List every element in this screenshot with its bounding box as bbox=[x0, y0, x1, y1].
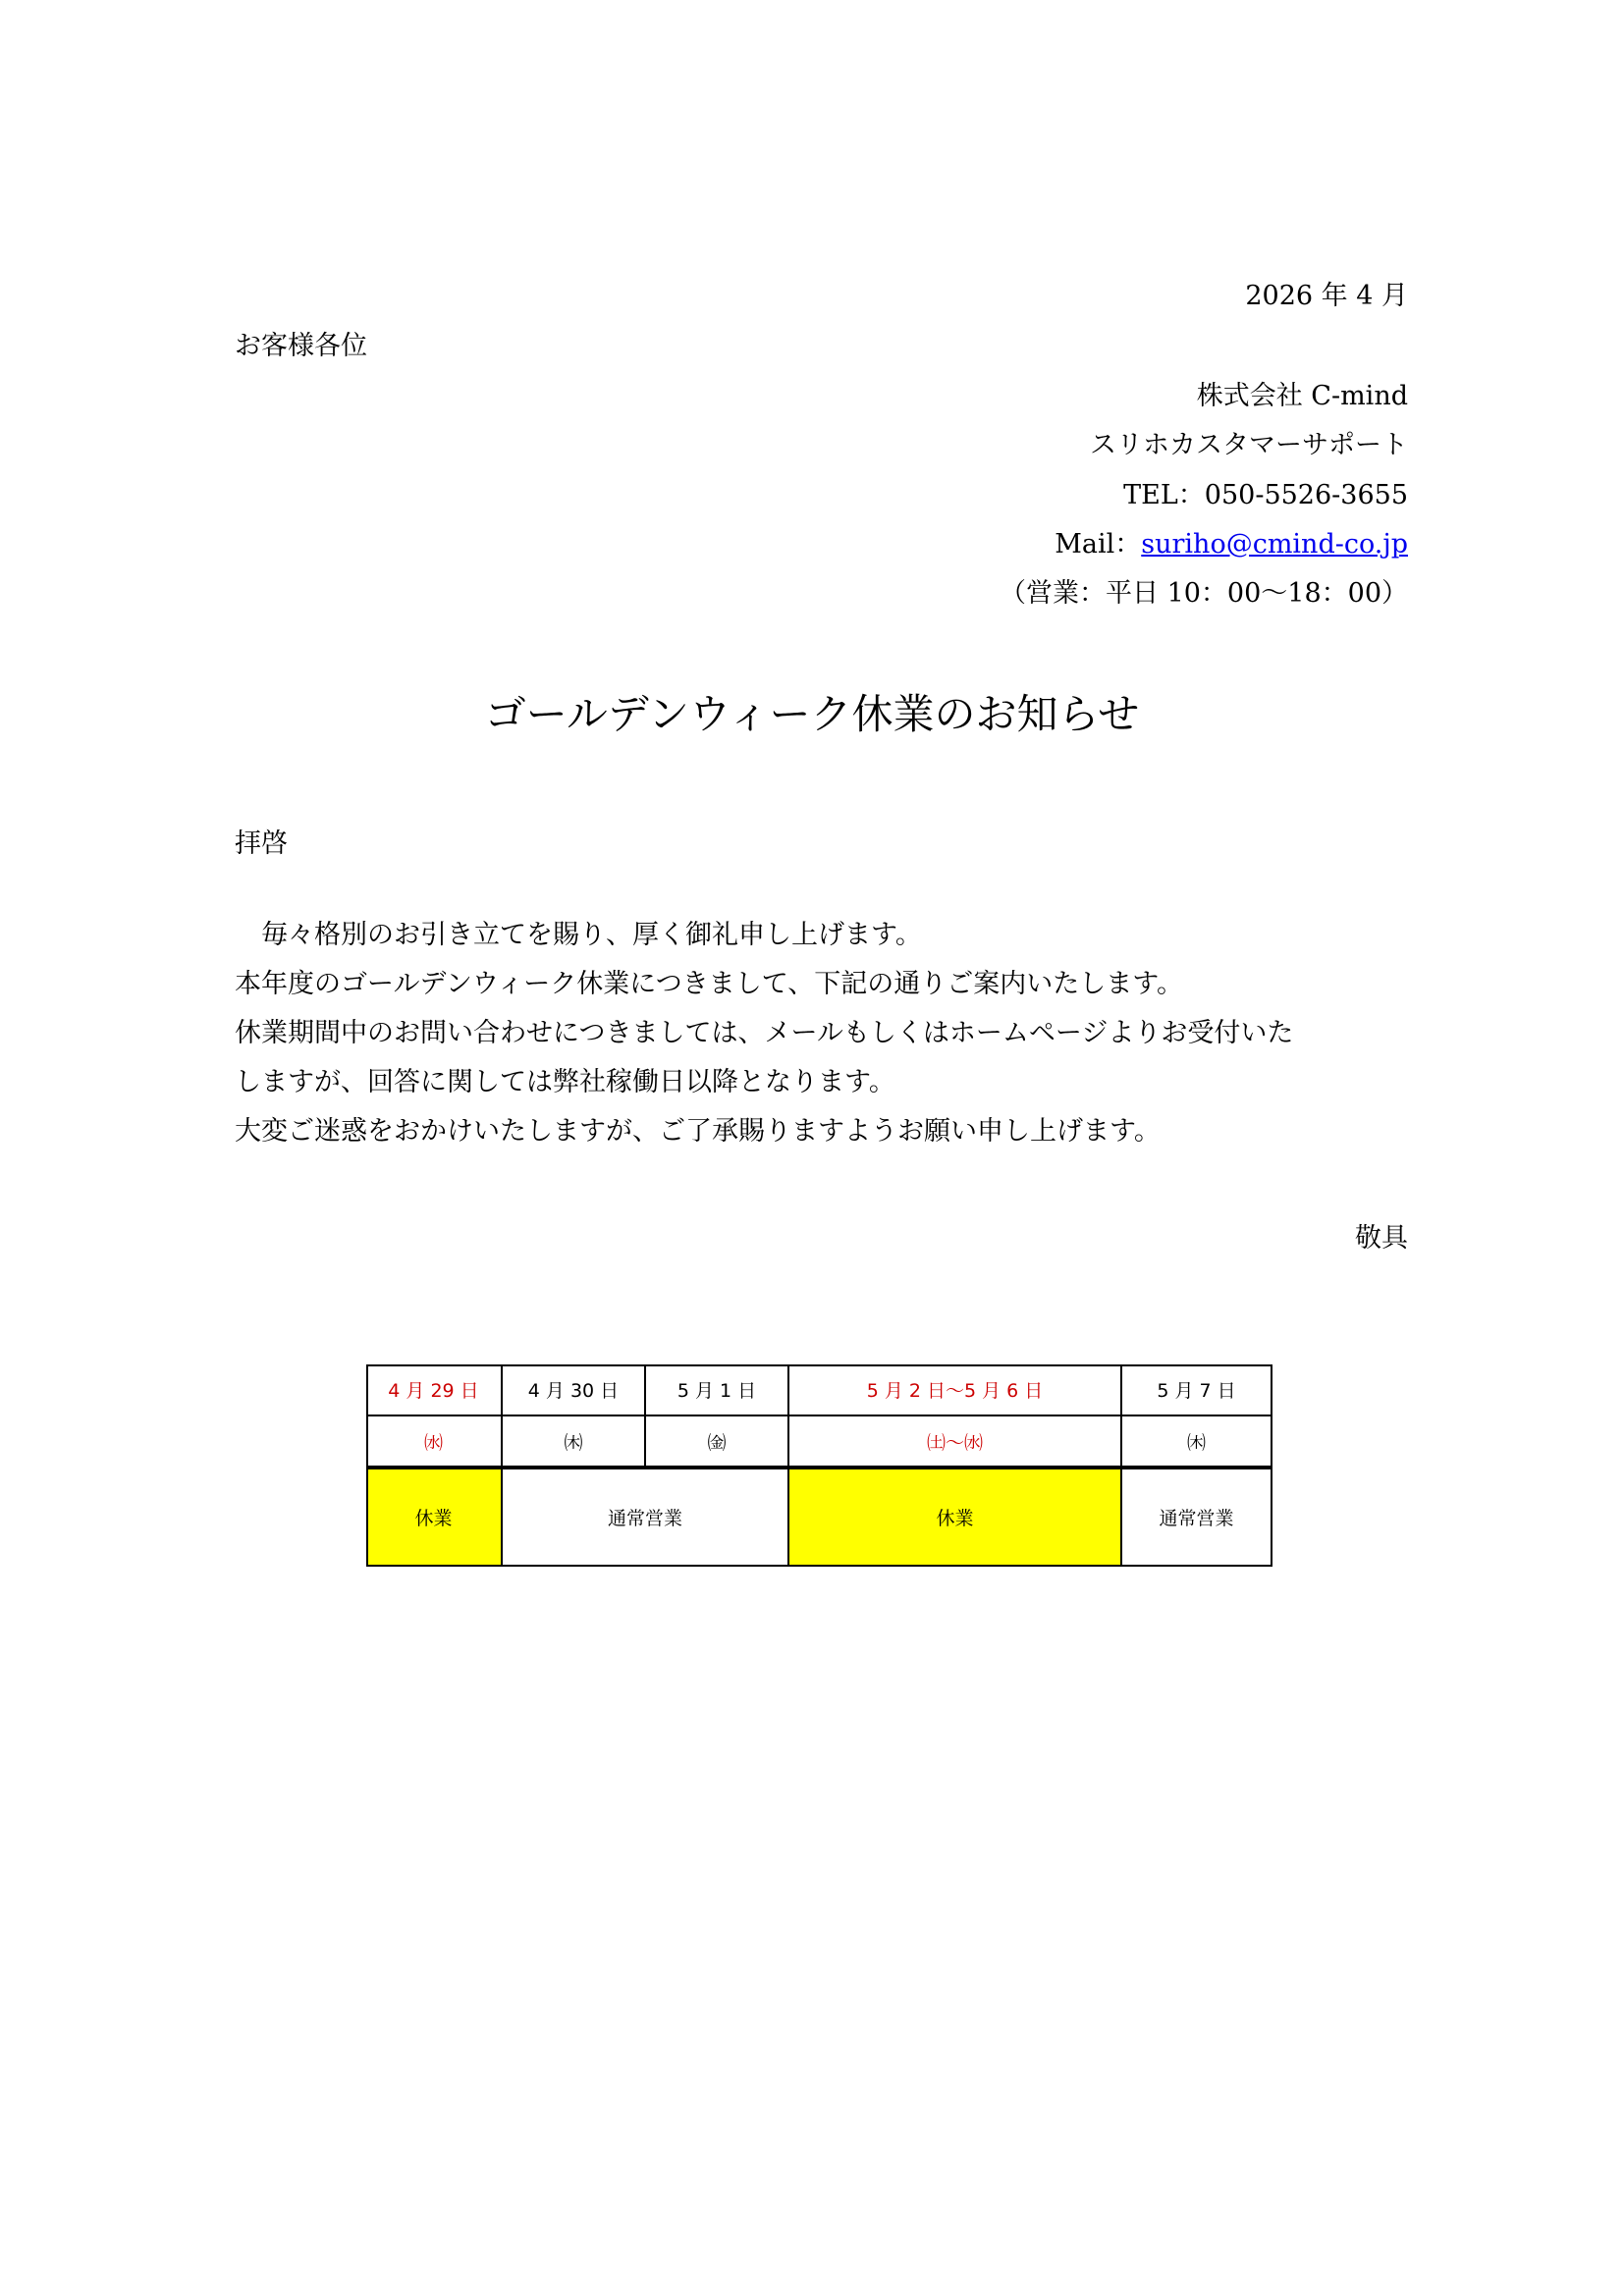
date-cell-may1: 5 月 1 日 bbox=[646, 1364, 789, 1416]
date-cell-may7: 5 月 7 日 bbox=[1122, 1364, 1272, 1416]
recipient-salutation: お客様各位 bbox=[235, 331, 367, 361]
body-line: 休業期間中のお問い合わせにつきましては、メールもしくはホームページよりお受付いた bbox=[235, 1018, 1294, 1048]
body-text bbox=[235, 911, 1413, 1156]
sender-company: 株式会社 C-mind bbox=[1196, 381, 1408, 411]
greeting: 拝啓 bbox=[235, 828, 288, 859]
date-cell-apr29: 4 月 29 日 bbox=[366, 1364, 503, 1416]
weekday-cell-may7: ㈭ bbox=[1122, 1416, 1272, 1468]
date-cell-may2-may6: 5 月 2 日～5 月 6 日 bbox=[789, 1364, 1122, 1416]
weekday-cell-apr30: ㈭ bbox=[503, 1416, 646, 1468]
closing: 敬具 bbox=[1355, 1223, 1408, 1254]
body-line: 大変ご迷惑をおかけいたしますが、ご了承賜りますようお願い申し上げます。 bbox=[235, 1116, 1161, 1147]
body-line: 本年度のゴールデンウィーク休業につきまして、下記の通りご案内いたします。 bbox=[235, 969, 1184, 999]
status-cell-closed-apr29: 休業 bbox=[366, 1467, 503, 1567]
document-date: 2026 年 4 月 bbox=[1245, 281, 1408, 311]
status-cell-closed-may2-may6: 休業 bbox=[789, 1467, 1122, 1567]
status-cell-open-apr30-may1: 通常営業 bbox=[503, 1467, 789, 1567]
sender-hours: （営業：平日 10：00～18：00） bbox=[999, 578, 1408, 609]
sender-tel: TEL：050-5526-3655 bbox=[1123, 480, 1408, 510]
weekday-cell-may1: ㈮ bbox=[646, 1416, 789, 1468]
page-title: ゴールデンウィーク休業のお知らせ bbox=[484, 690, 1140, 738]
sender-mail bbox=[1055, 527, 1408, 562]
mail-label: Mail： bbox=[1055, 529, 1142, 560]
email-link[interactable]: suriho@cmind-co.jp bbox=[1141, 529, 1408, 560]
schedule-table bbox=[366, 1364, 1272, 1567]
sender-department: スリホカスタマーサポート bbox=[1090, 430, 1408, 460]
body-line: しますが、回答に関しては弊社稼働日以降となります。 bbox=[235, 1067, 895, 1097]
body-line: 毎々格別のお引き立てを賜り、厚く御礼申し上げます。 bbox=[235, 920, 922, 950]
weekday-cell-apr29: ㈬ bbox=[366, 1416, 503, 1468]
weekday-cell-may2-may6: ㈯～㈬ bbox=[789, 1416, 1122, 1468]
status-cell-open-may7: 通常営業 bbox=[1122, 1467, 1272, 1567]
date-cell-apr30: 4 月 30 日 bbox=[503, 1364, 646, 1416]
